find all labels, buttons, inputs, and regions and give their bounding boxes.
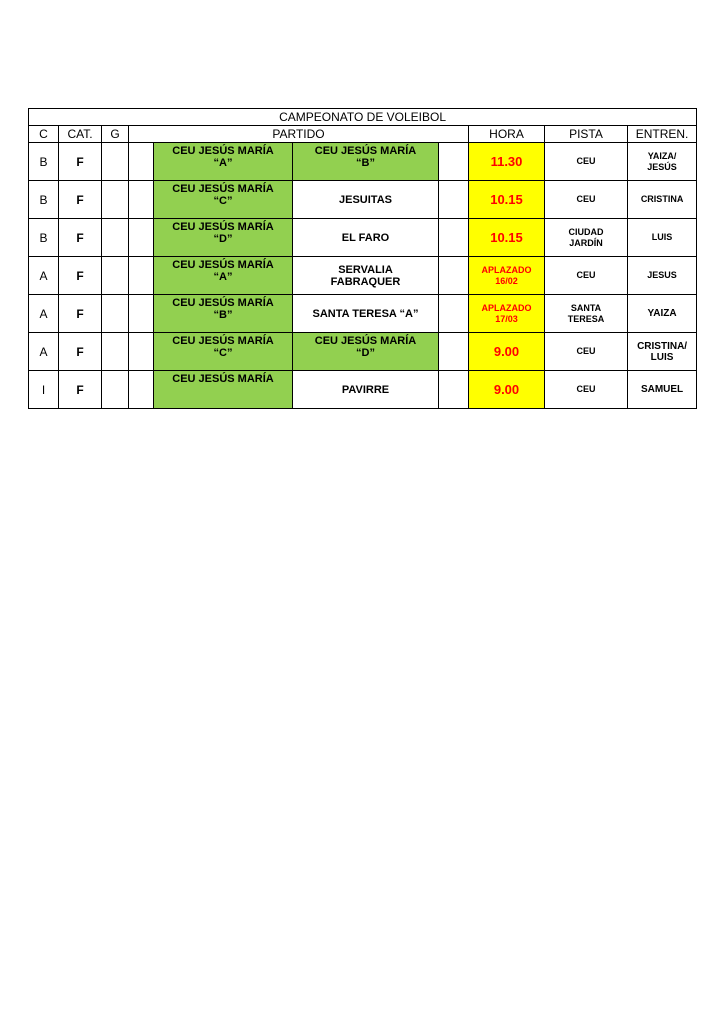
cell-away-team	[293, 371, 439, 409]
cell-hora	[469, 295, 545, 333]
cell-hora	[469, 181, 545, 219]
pista-line1: CEU	[576, 346, 596, 356]
cell-away-team	[293, 143, 439, 181]
cell-c: A	[29, 257, 59, 295]
away-team-line1: CEU JESÚS MARÍA	[314, 145, 417, 157]
entren-line1: CRISTINA/	[637, 340, 688, 352]
entren-line1: LUIS	[651, 232, 673, 242]
entren-line1: CRISTINA	[640, 194, 684, 204]
cell-pista	[545, 295, 628, 333]
header-hora: HORA	[469, 126, 545, 143]
cell-g	[102, 219, 129, 257]
home-team-line2: “C”	[213, 195, 233, 207]
header-c: C	[29, 126, 59, 143]
pista-line1: CEU	[576, 156, 596, 166]
entren-line2: JESÚS	[647, 161, 677, 172]
hora-line2: 16/02	[495, 275, 518, 286]
cell-blank	[129, 143, 154, 181]
cell-blank	[129, 181, 154, 219]
cell-home-team	[154, 143, 293, 181]
entren-line1: JESUS	[647, 270, 677, 280]
hora-line1: 9.00	[493, 382, 520, 397]
cell-cat: F	[59, 371, 102, 409]
header-pista: PISTA	[545, 126, 628, 143]
cell-pista	[545, 143, 628, 181]
header-partido: PARTIDO	[129, 126, 469, 143]
cell-extra	[439, 181, 469, 219]
cell-hora	[469, 143, 545, 181]
cell-entren	[628, 371, 697, 409]
pista-line1: CIUDAD	[568, 226, 604, 237]
hora-line1: APLAZADO	[481, 264, 532, 275]
table-row	[29, 143, 697, 181]
cell-hora	[469, 371, 545, 409]
cell-pista	[545, 181, 628, 219]
cell-home-team	[154, 371, 293, 409]
pista-line2: TERESA	[567, 313, 605, 324]
hora-line1: 10.15	[490, 192, 523, 207]
home-team-line1: CEU JESÚS MARÍA	[172, 221, 274, 233]
cell-cat: F	[59, 143, 102, 181]
cell-extra	[439, 257, 469, 295]
away-team-line1: CEU JESÚS MARÍA	[314, 335, 417, 347]
away-team-line1: SANTA TERESA “A”	[312, 307, 419, 320]
cell-blank	[129, 295, 154, 333]
cell-c: I	[29, 371, 59, 409]
home-team-line1: CEU JESÚS MARÍA	[172, 373, 274, 385]
cell-away-team	[293, 181, 439, 219]
cell-c: A	[29, 333, 59, 371]
cell-c: B	[29, 143, 59, 181]
home-team-line2: “A”	[213, 271, 233, 283]
cell-c: B	[29, 219, 59, 257]
cell-g	[102, 181, 129, 219]
cell-pista	[545, 371, 628, 409]
cell-home-team	[154, 295, 293, 333]
away-team-line1: PAVIRRE	[341, 383, 390, 396]
cell-entren	[628, 143, 697, 181]
home-team-line2: “B”	[213, 309, 233, 321]
cell-away-team	[293, 257, 439, 295]
cell-g	[102, 257, 129, 295]
cell-g	[102, 371, 129, 409]
cell-cat: F	[59, 219, 102, 257]
table-row	[29, 333, 697, 371]
cell-blank	[129, 257, 154, 295]
away-team-line2: FABRAQUER	[330, 275, 401, 288]
away-team-line1: EL FARO	[341, 231, 390, 244]
cell-hora	[469, 333, 545, 371]
cell-hora	[469, 219, 545, 257]
table-row	[29, 371, 697, 409]
hora-line1: 9.00	[493, 344, 520, 359]
home-team-line1: CEU JESÚS MARÍA	[172, 335, 274, 347]
cell-cat: F	[59, 333, 102, 371]
home-team-line2: “D”	[213, 233, 233, 245]
cell-c: B	[29, 181, 59, 219]
cell-hora	[469, 257, 545, 295]
away-team-line1: JESUITAS	[339, 193, 392, 206]
cell-extra	[439, 333, 469, 371]
home-team-line1: CEU JESÚS MARÍA	[172, 145, 274, 157]
hora-line1: 11.30	[490, 154, 523, 169]
cell-entren	[628, 257, 697, 295]
cell-extra	[439, 371, 469, 409]
cell-blank	[129, 371, 154, 409]
table-row	[29, 181, 697, 219]
volleyball-schedule-table	[28, 108, 697, 409]
entren-line1: YAIZA	[647, 308, 677, 319]
away-team-line1: SERVALIA	[338, 263, 393, 276]
header-row	[29, 126, 697, 143]
cell-entren	[628, 181, 697, 219]
cell-cat: F	[59, 257, 102, 295]
pista-line1: CEU	[576, 384, 596, 394]
cell-entren	[628, 333, 697, 371]
table-row	[29, 295, 697, 333]
away-team-line2: “B”	[356, 157, 375, 169]
cell-extra	[439, 295, 469, 333]
cell-pista	[545, 333, 628, 371]
pista-line1: SANTA	[570, 302, 602, 313]
cell-home-team	[154, 181, 293, 219]
table-row	[29, 219, 697, 257]
header-cat: CAT.	[59, 126, 102, 143]
cell-home-team	[154, 219, 293, 257]
title-row	[29, 109, 697, 126]
cell-g	[102, 333, 129, 371]
header-g: G	[102, 126, 129, 143]
table-title: CAMPEONATO DE VOLEIBOL	[29, 109, 697, 126]
cell-cat: F	[59, 295, 102, 333]
cell-entren	[628, 219, 697, 257]
home-team-line2: “C”	[213, 347, 233, 359]
table-body	[29, 143, 697, 409]
cell-away-team	[293, 333, 439, 371]
cell-away-team	[293, 219, 439, 257]
home-team-line2: “A”	[213, 157, 233, 169]
pista-line1: CEU	[576, 194, 596, 204]
hora-line1: APLAZADO	[481, 302, 532, 313]
entren-line1: SAMUEL	[640, 384, 684, 395]
cell-entren	[628, 295, 697, 333]
home-team-line1: CEU JESÚS MARÍA	[172, 183, 274, 195]
cell-home-team	[154, 333, 293, 371]
cell-pista	[545, 219, 628, 257]
cell-away-team	[293, 295, 439, 333]
cell-g	[102, 295, 129, 333]
cell-extra	[439, 219, 469, 257]
home-team-line1: CEU JESÚS MARÍA	[172, 297, 274, 309]
away-team-line2: “D”	[356, 347, 375, 359]
hora-line2: 17/03	[495, 313, 518, 324]
entren-line1: YAIZA/	[647, 150, 677, 161]
entren-line2: LUIS	[650, 351, 674, 363]
cell-extra	[439, 143, 469, 181]
cell-blank	[129, 219, 154, 257]
header-entren: ENTREN.	[628, 126, 697, 143]
hora-line1: 10.15	[490, 230, 523, 245]
pista-line2: JARDÍN	[569, 237, 603, 248]
cell-cat: F	[59, 181, 102, 219]
home-team-line1: CEU JESÚS MARÍA	[172, 259, 274, 271]
pista-line1: CEU	[576, 270, 596, 280]
table-row	[29, 257, 697, 295]
cell-c: A	[29, 295, 59, 333]
cell-pista	[545, 257, 628, 295]
cell-home-team	[154, 257, 293, 295]
cell-g	[102, 143, 129, 181]
cell-blank	[129, 333, 154, 371]
